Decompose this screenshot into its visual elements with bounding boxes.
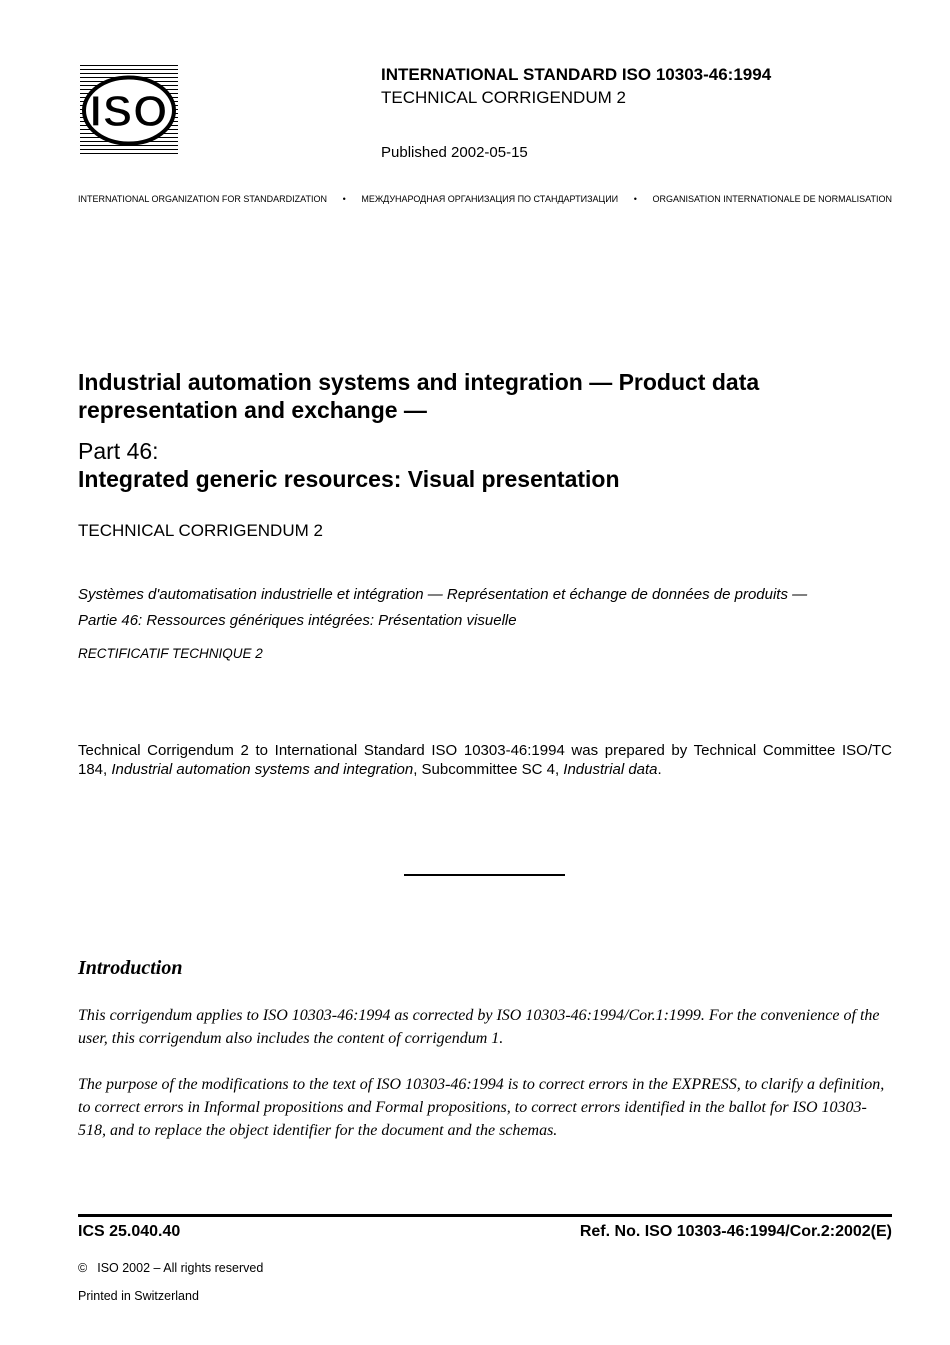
iso-logo-icon bbox=[80, 64, 178, 157]
ics-code: ICS 25.040.40 bbox=[78, 1223, 181, 1240]
printed-location: Printed in Switzerland bbox=[78, 1289, 199, 1303]
introduction-paragraph-1: This corrigendum applies to ISO 10303-46:1994 as corrected by ISO 10303-46:1994/Cor.1:1999. For the convenience of the user, this corrigendum also includes the content of corrigendum 1. bbox=[78, 1007, 880, 1047]
part-title: Integrated generic resources: Visual presentation bbox=[78, 466, 620, 492]
subcommittee-title: Industrial data bbox=[563, 761, 658, 778]
standard-title: INTERNATIONAL STANDARD ISO 10303-46:1994 bbox=[381, 65, 772, 84]
part-label: Part 46: bbox=[78, 438, 159, 464]
section-divider bbox=[404, 874, 565, 876]
organization-names bbox=[78, 193, 892, 205]
introduction-paragraph-2: The purpose of the modifications to the text of ISO 10303-46:1994 is to correct errors in the EXPRESS, to clarify a definition, to correct errors in Informal propositions and Formal propositions, to correct errors identified in the ballot for ISO 10303-518, and to replace the object identifier for the document and the schemas. bbox=[78, 1076, 885, 1139]
prep-text-b: , Subcommittee SC 4, bbox=[413, 761, 564, 778]
reference-number: Ref. No. ISO 10303-46:1994/Cor.2:2002(E) bbox=[579, 1223, 892, 1240]
org-name-english: INTERNATIONAL ORGANIZATION FOR STANDARDIZATION bbox=[78, 194, 328, 204]
org-separator-1: • bbox=[342, 194, 346, 204]
french-title-line1: Systèmes d'automatisation industrielle et intégration — Représentation et échange de données de produits — bbox=[78, 586, 808, 603]
iso-logo-text: ISO bbox=[89, 87, 169, 136]
french-corrigendum-label: RECTIFICATIF TECHNIQUE 2 bbox=[78, 646, 263, 661]
org-name-french: ORGANISATION INTERNATIONALE DE NORMALISATION bbox=[652, 194, 892, 204]
document-main-title: Industrial automation systems and integration — Product data representation and exchange — bbox=[78, 369, 760, 423]
iso-logo bbox=[80, 64, 178, 157]
prep-text-a: Technical Corrigendum 2 to International Standard ISO 10303-46:1994 was prepared by Technical Committee ISO/TC 184, bbox=[78, 742, 892, 778]
prep-text-c: . bbox=[657, 761, 662, 778]
introduction-heading: Introduction bbox=[78, 957, 183, 979]
copyright-notice bbox=[78, 1260, 263, 1276]
french-title bbox=[78, 582, 893, 634]
footer-rule bbox=[78, 1214, 892, 1217]
copyright-symbol: © bbox=[78, 1261, 88, 1275]
preparation-statement bbox=[78, 741, 892, 779]
copyright-text: ISO 2002 – All rights reserved bbox=[97, 1261, 264, 1275]
corrigendum-label: TECHNICAL CORRIGENDUM 2 bbox=[78, 521, 323, 540]
committee-title: Industrial automation systems and integration bbox=[111, 761, 414, 778]
french-title-line2: Partie 46: Ressources génériques intégrées: Présentation visuelle bbox=[78, 612, 517, 629]
published-date: Published 2002-05-15 bbox=[381, 144, 528, 161]
org-separator-2: • bbox=[633, 194, 637, 204]
org-name-russian: МЕЖДУНАРОДНАЯ ОРГАНИЗАЦИЯ ПО СТАНДАРТИЗАЦИИ bbox=[361, 194, 619, 204]
header-corrigendum-label: TECHNICAL CORRIGENDUM 2 bbox=[381, 88, 626, 107]
